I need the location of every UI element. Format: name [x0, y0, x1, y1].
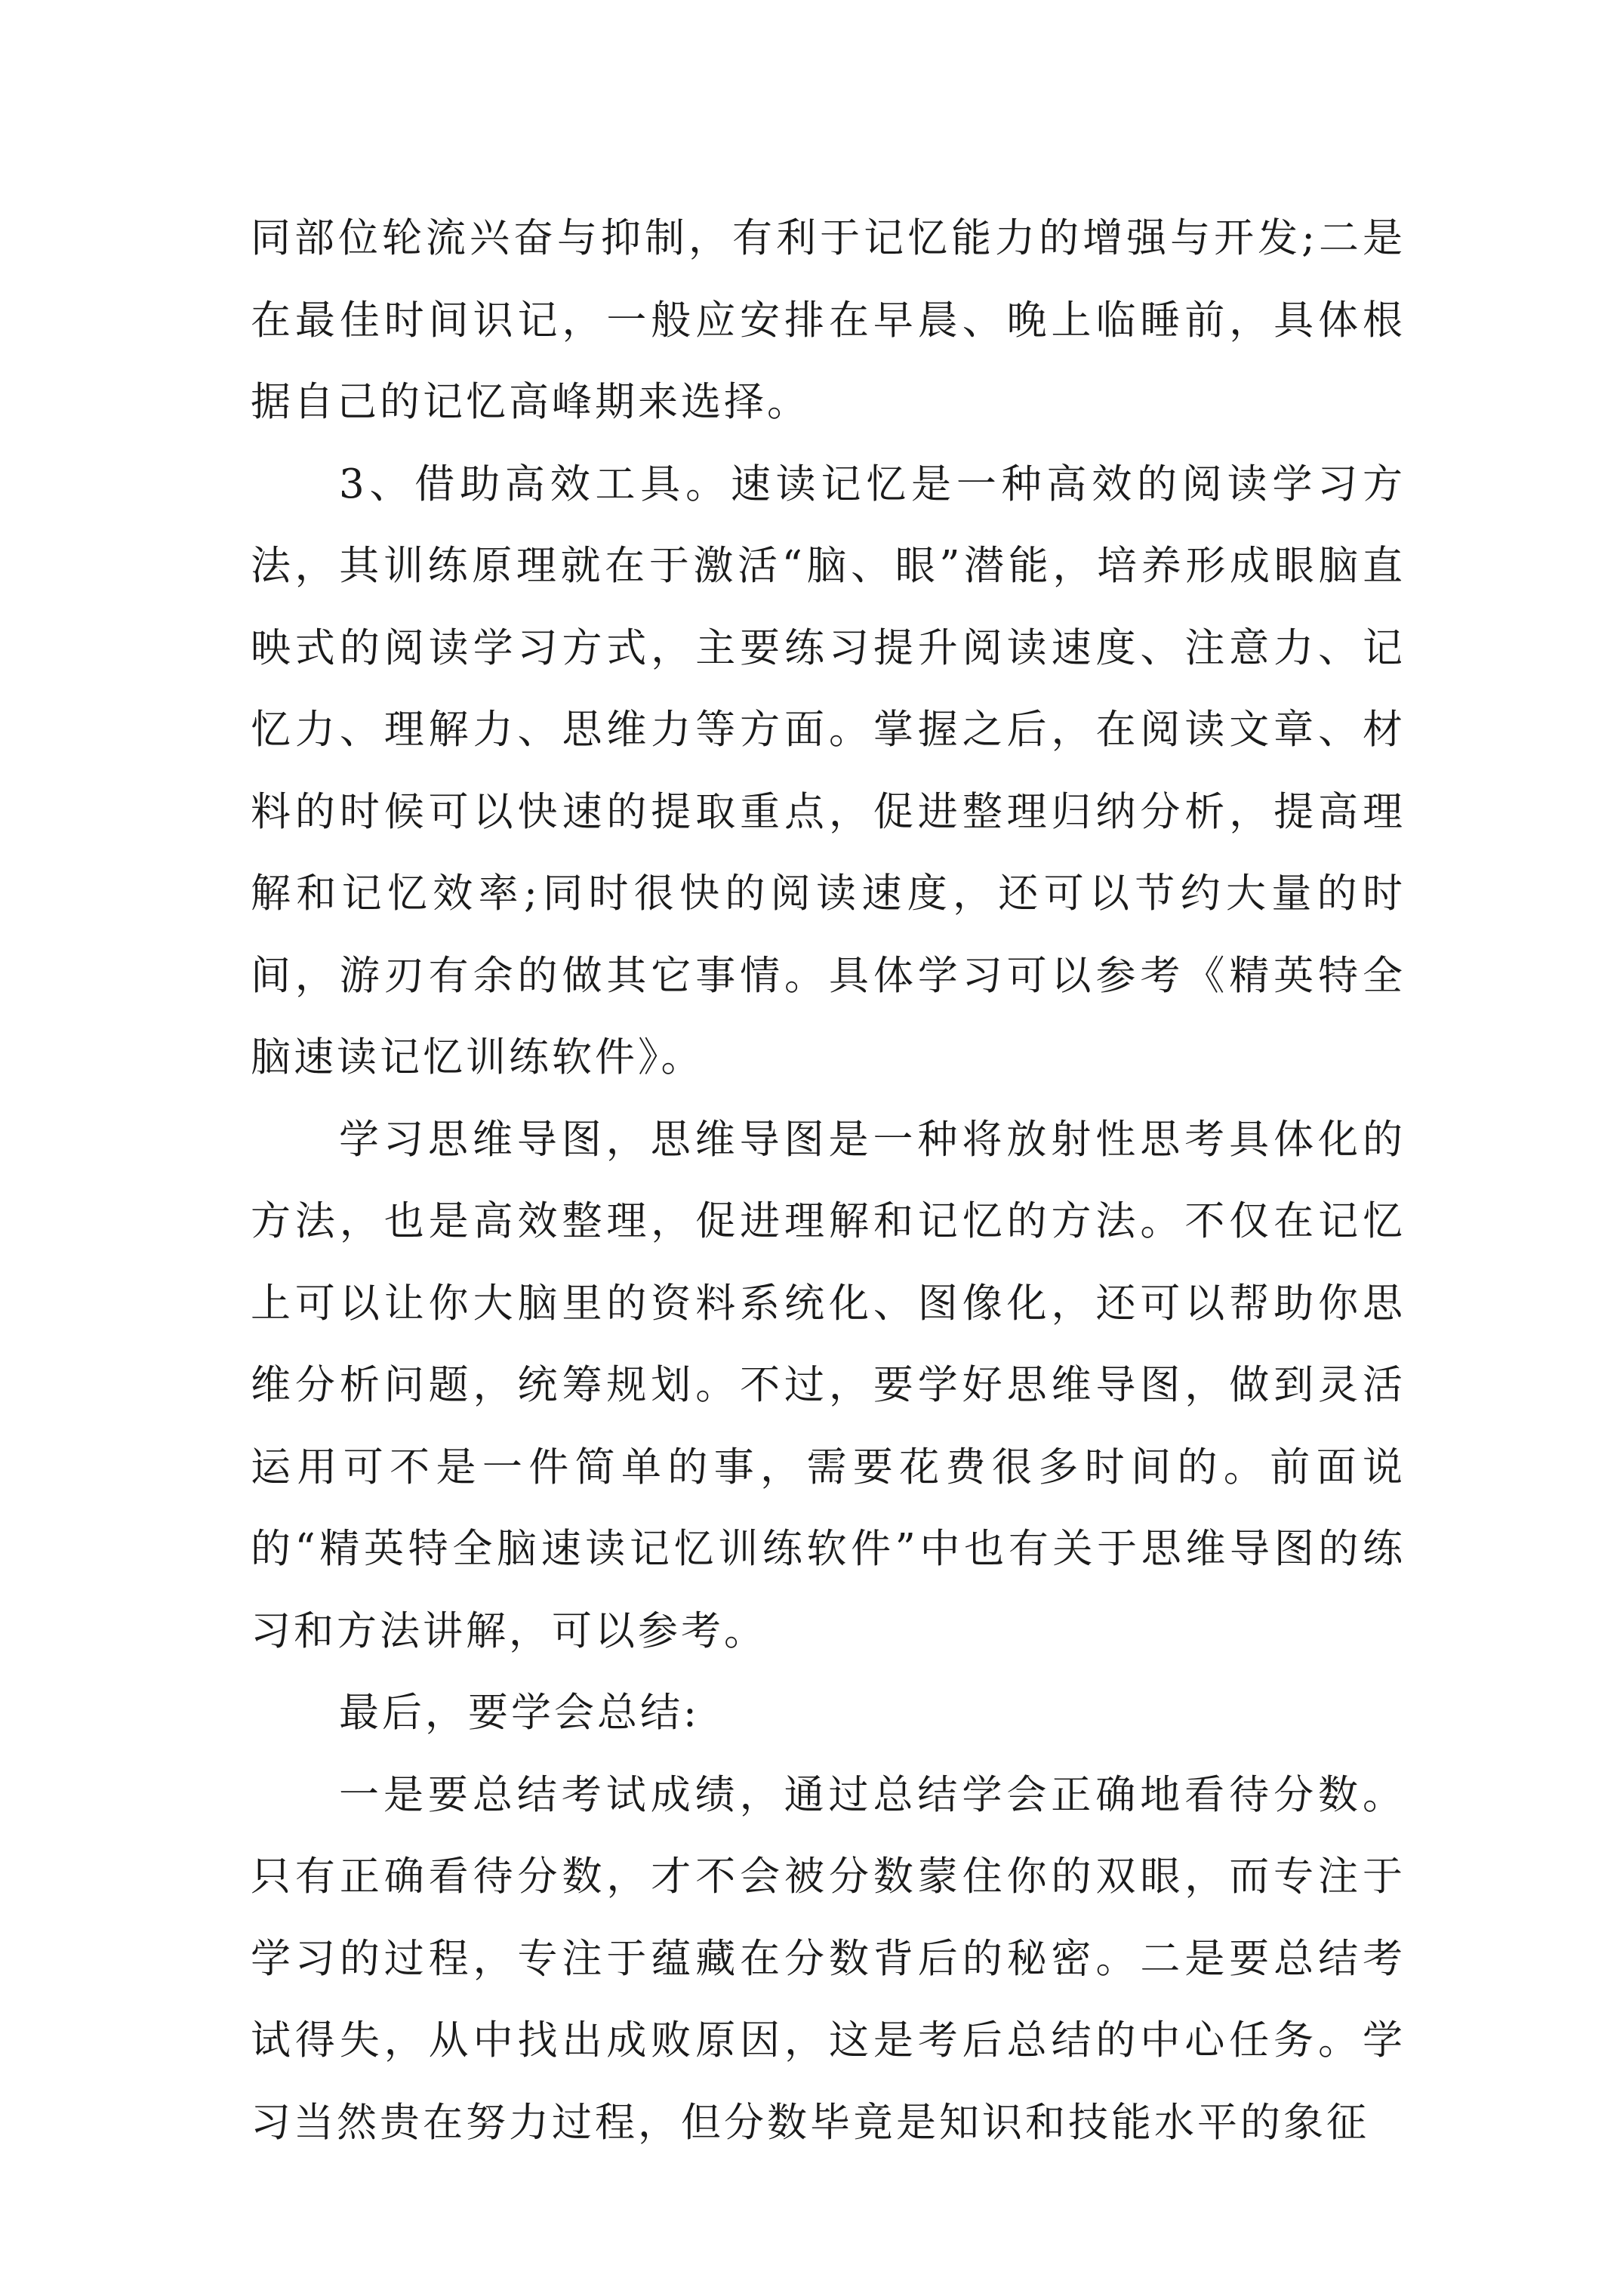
paragraph-summary-detail: 一是要总结考试成绩，通过总结学会正确地看待分数。只有正确看待分数，才不会被分数蒙住你的双眼，而专注于学习的过程，专注于蕴藏在分数背后的秘密。二是要总结考试得失，从中找出成败原因，这是考后总结的中心任务。学习当然贵在努力过程，但分数毕竟是知识和技能水平的象征 — [251, 1771, 1406, 2146]
paragraph-efficient-tools: 3、借助高效工具。速读记忆是一种高效的阅读学习方法，其训练原理就在于激活“脑、眼”潜能，培养形成眼脑直映式的阅读学习方式，主要练习提升阅读速度、注意力、记忆力、理解力、思维力等方面。掌握之后，在阅读文章、材料的时候可以快速的提取重点，促进整理归纳分析，提高理解和记忆效率;同时很快的阅读速度，还可以节约大量的时间，游刃有余的做其它事情。具体学习可以参考《精英特全脑速读记忆训练软件》。 — [251, 461, 1406, 1080]
paragraph-summary-heading: 最后，要学会总结: — [339, 1690, 700, 1736]
paragraph-mind-map: 学习思维导图，思维导图是一种将放射性思考具体化的方法，也是高效整理，促进理解和记忆的方法。不仅在记忆上可以让你大脑里的资料系统化、图像化，还可以帮助你思维分析问题，统筹规划。不过，要学好思维导图，做到灵活运用可不是一件简单的事，需要花费很多时间的。前面说的“精英特全脑速读记忆训练软件”中也有关于思维导图的练习和方法讲解，可以参考。 — [251, 1116, 1406, 1654]
paragraph-continuation: 同部位轮流兴奋与抑制，有利于记忆能力的增强与开发;二是在最佳时间识记，一般应安排在早晨、晚上临睡前，具体根据自己的记忆高峰期来选择。 — [251, 215, 1406, 425]
document-body — [251, 198, 1406, 2164]
